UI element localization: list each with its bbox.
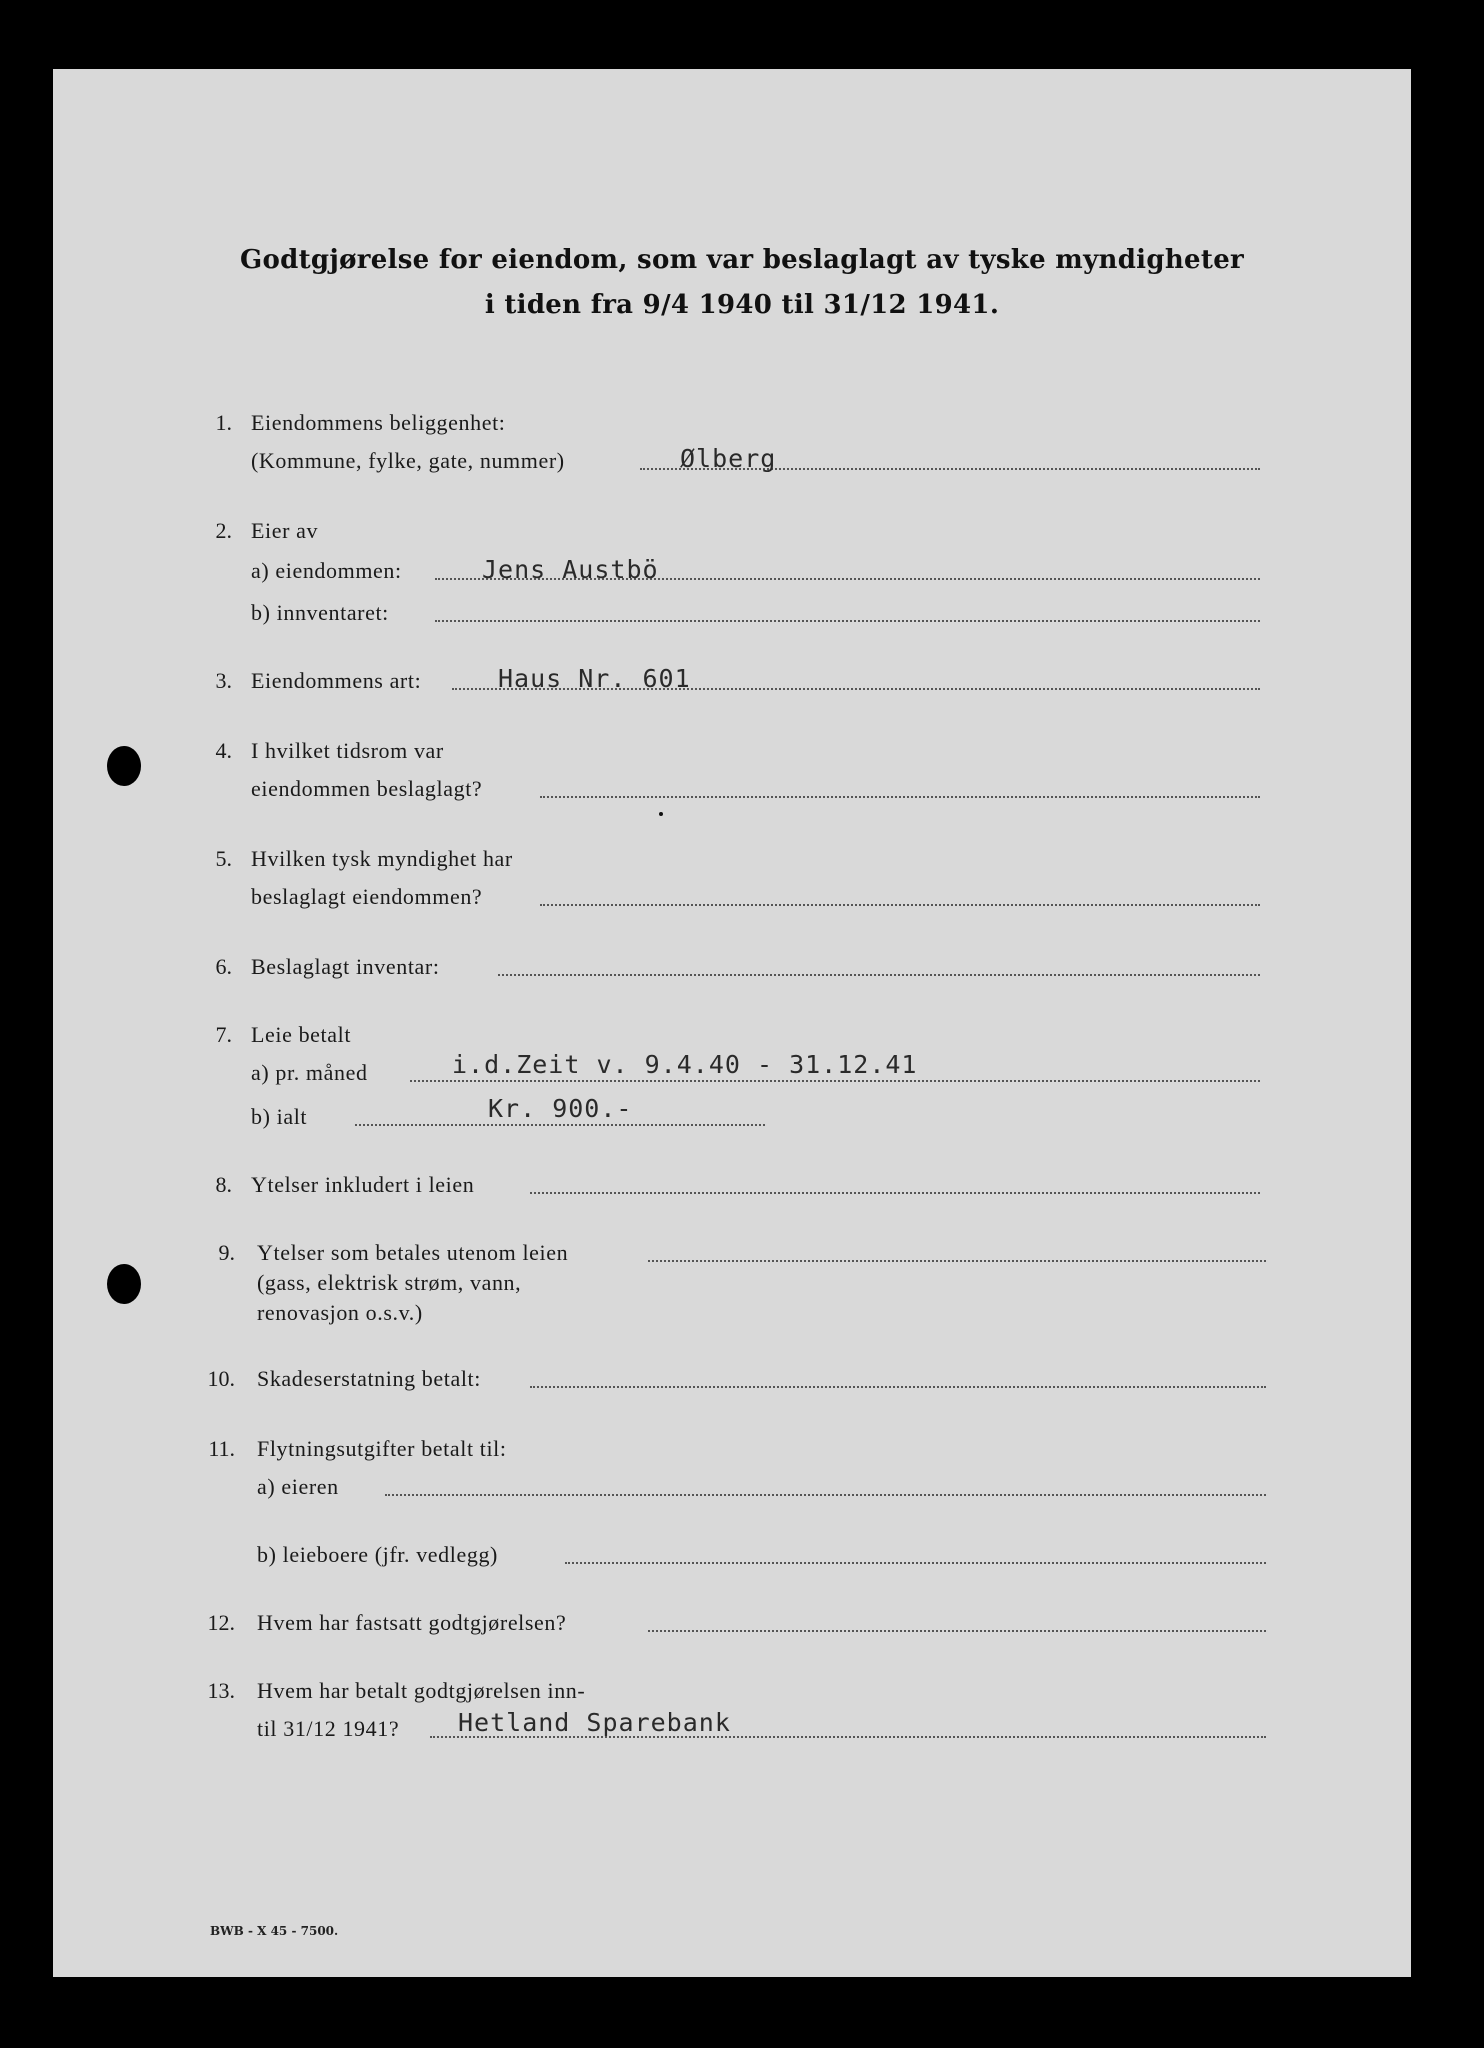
field-9-label: Ytelser som betales utenom leien xyxy=(257,1240,569,1265)
field-5-number: 5. xyxy=(215,846,232,871)
field-9-sublabel-2: renovasjon o.s.v.) xyxy=(257,1300,423,1325)
form-code: BWB - X 45 - 7500. xyxy=(210,1924,339,1938)
field-6-number: 6. xyxy=(215,954,232,979)
title-line-2: i tiden fra 9/4 1940 til 31/12 1941. xyxy=(484,290,1000,320)
field-6-label: Beslaglagt inventar: xyxy=(251,954,440,979)
field-6-line[interactable] xyxy=(498,974,1260,976)
field-8-number: 8. xyxy=(215,1172,232,1197)
field-9-line[interactable] xyxy=(648,1260,1266,1262)
field-2a-value[interactable]: Jens Austbö xyxy=(482,555,659,584)
field-12-number: 12. xyxy=(207,1610,235,1635)
field-13-number: 13. xyxy=(207,1678,235,1703)
field-7-label: Leie betalt xyxy=(251,1022,352,1047)
field-10-line[interactable] xyxy=(530,1386,1266,1388)
field-11b-label: b) leieboere (jfr. vedlegg) xyxy=(257,1542,498,1567)
field-4-line[interactable] xyxy=(540,796,1260,798)
field-2a-label: a) eiendommen: xyxy=(251,558,402,583)
field-11-number: 11. xyxy=(208,1436,235,1461)
field-1-sublabel: (Kommune, fylke, gate, nummer) xyxy=(251,448,565,473)
field-11b-line[interactable] xyxy=(565,1562,1266,1564)
field-3-value[interactable]: Haus Nr. 601 xyxy=(498,664,691,693)
field-7a-line xyxy=(410,1080,1260,1082)
field-11a-label: a) eieren xyxy=(257,1474,339,1499)
field-3-number: 3. xyxy=(215,668,232,693)
field-4-label: I hvilket tidsrom var xyxy=(251,738,444,763)
field-12-line[interactable] xyxy=(648,1630,1266,1632)
field-7a-value[interactable]: i.d.Zeit v. 9.4.40 - 31.12.41 xyxy=(452,1050,918,1079)
field-10-label: Skadeserstatning betalt: xyxy=(257,1366,481,1391)
field-5-line[interactable] xyxy=(540,904,1260,906)
field-7a-label: a) pr. måned xyxy=(251,1060,368,1085)
field-2b-label: b) innventaret: xyxy=(251,600,389,625)
field-9-sublabel-1: (gass, elektrisk strøm, vann, xyxy=(257,1270,522,1295)
field-13-value[interactable]: Hetland Sparebank xyxy=(458,1708,731,1737)
field-4-sublabel: eiendommen beslaglagt? xyxy=(251,776,483,801)
field-9-number: 9. xyxy=(218,1240,235,1265)
field-11a-line[interactable] xyxy=(385,1494,1266,1496)
field-1-number: 1. xyxy=(215,410,232,435)
field-12-label: Hvem har fastsatt godtgjørelsen? xyxy=(257,1610,567,1635)
field-1-value[interactable]: Ølberg xyxy=(680,444,777,473)
field-2b-line[interactable] xyxy=(435,620,1260,622)
field-5-label: Hvilken tysk myndighet har xyxy=(251,846,513,871)
punch-hole xyxy=(107,746,141,786)
field-7-number: 7. xyxy=(215,1022,232,1047)
field-2-number: 2. xyxy=(215,518,232,543)
field-3-label: Eiendommens art: xyxy=(251,668,422,693)
field-2-label: Eier av xyxy=(251,518,319,543)
field-10-number: 10. xyxy=(207,1366,235,1391)
punch-hole xyxy=(107,1264,141,1304)
field-13-sublabel: til 31/12 1941? xyxy=(257,1716,400,1741)
field-4-number: 4. xyxy=(215,738,232,763)
field-5-sublabel: beslaglagt eiendommen? xyxy=(251,884,483,909)
field-7b-value[interactable]: Kr. 900.- xyxy=(488,1094,633,1123)
title-line-1: Godtgjørelse for eiendom, som var beslaglagt av tyske myndigheter xyxy=(239,245,1245,275)
field-7b-line xyxy=(355,1124,765,1126)
field-11-label: Flytningsutgifter betalt til: xyxy=(257,1436,507,1461)
field-1-label: Eiendommens beliggenhet: xyxy=(251,410,506,435)
ink-speck xyxy=(659,812,663,816)
field-7b-label: b) ialt xyxy=(251,1104,308,1129)
field-8-label: Ytelser inkludert i leien xyxy=(251,1172,475,1197)
field-13-label: Hvem har betalt godtgjørelsen inn- xyxy=(257,1678,586,1703)
field-8-line[interactable] xyxy=(530,1192,1260,1194)
